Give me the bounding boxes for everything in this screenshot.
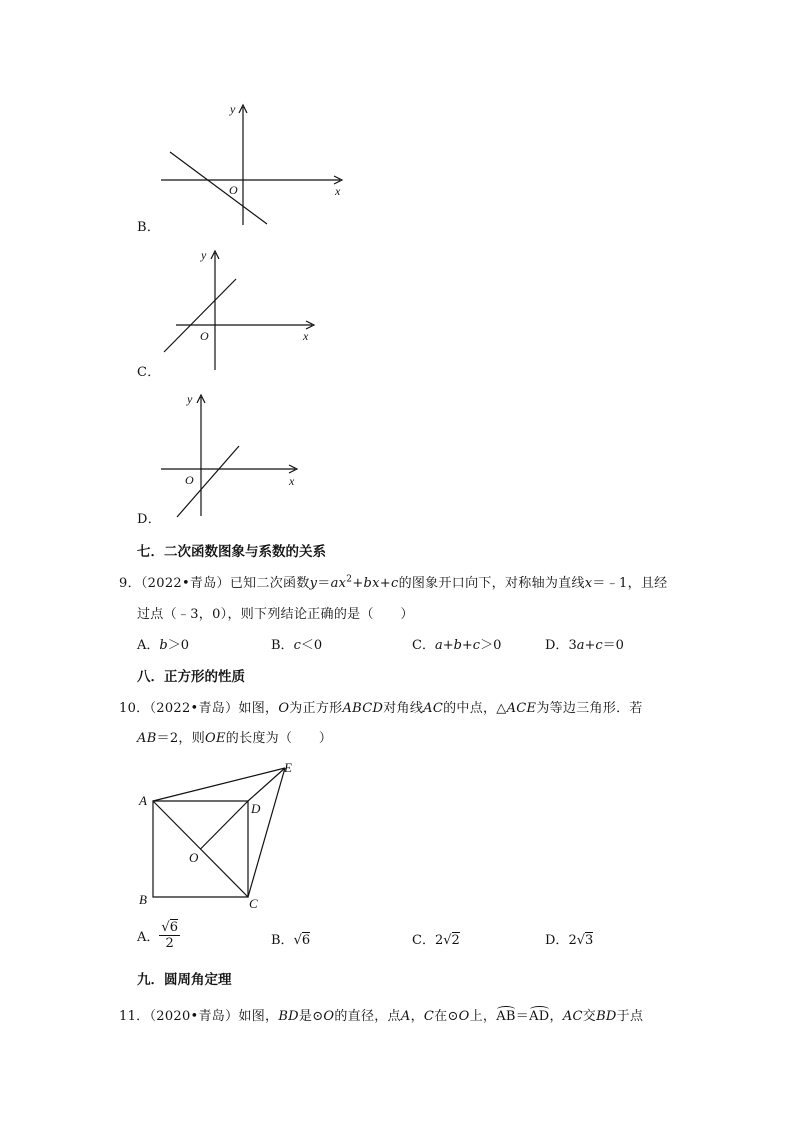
- question-text: 的中点，△: [443, 701, 507, 716]
- section-9-heading: 九．圆周角定理: [137, 972, 232, 988]
- option-rel: ＜0: [300, 638, 323, 653]
- question-text: 为正方形: [289, 701, 343, 716]
- math-var: ABCD: [342, 701, 384, 716]
- x-axis-label: x: [335, 184, 341, 198]
- question-text: 的图象开口向下，对称轴为直线: [398, 576, 585, 591]
- question-10-line-1: [119, 697, 643, 716]
- coefficient: 2: [434, 933, 444, 948]
- question-text: 已知二次函数: [229, 576, 310, 591]
- coefficient: 2: [568, 933, 577, 948]
- math-var: BD: [278, 1009, 299, 1024]
- question-number: 9．: [119, 576, 141, 591]
- math-var: O: [458, 1009, 470, 1024]
- question-9-line-2: 过点（﹣3，0），则下列结论正确的是（ ）: [137, 607, 414, 622]
- question-11-line-1: [119, 1005, 643, 1024]
- x-axis-label: x: [289, 474, 295, 488]
- question-number: 11．: [119, 1009, 150, 1024]
- function-line: [170, 152, 267, 224]
- point-b-label: B: [139, 892, 147, 907]
- y-axis-label: y: [187, 392, 193, 406]
- point-e-label: E: [284, 760, 292, 775]
- question-text: ，: [410, 1009, 424, 1024]
- math-var: AC: [562, 1009, 583, 1024]
- question-number: 10．: [119, 701, 150, 716]
- q10-option-c[interactable]: C．2√2: [412, 933, 460, 948]
- formula-eq: ＝: [317, 576, 331, 591]
- question-text: ＝2，则: [156, 731, 206, 746]
- graph-option-d: [155, 390, 315, 525]
- question-text: 如图，: [238, 701, 279, 716]
- q9-option-d[interactable]: [545, 634, 624, 653]
- segment-ae: [153, 768, 285, 801]
- point-o-label: O: [189, 850, 199, 865]
- math-var: AB: [137, 731, 157, 746]
- option-d-label: D．: [137, 512, 162, 527]
- math-var: O: [278, 701, 290, 716]
- segment-ce: [248, 768, 285, 897]
- radicand: 2: [451, 933, 460, 948]
- graph-option-c: [160, 245, 330, 375]
- fraction: $\frac{√6}{2}$: [161, 920, 178, 951]
- option-rel: ＝0: [602, 638, 624, 653]
- q9-option-c[interactable]: [412, 634, 501, 653]
- x-axis-label: x: [303, 329, 309, 343]
- radicand: 3: [585, 933, 594, 948]
- question-text: 对角线: [383, 701, 424, 716]
- math-var: BD: [596, 1009, 617, 1024]
- question-source: （2022•青岛）: [140, 576, 230, 591]
- square-triangle-figure: [135, 760, 305, 915]
- math-var: C: [423, 1009, 435, 1024]
- question-text: 如图，: [238, 1009, 279, 1024]
- equals-sign: ＝: [515, 1009, 530, 1024]
- question-text: 上，: [469, 1009, 497, 1024]
- section-8-heading: 八．正方形的性质: [137, 669, 245, 685]
- q9-option-a[interactable]: [137, 634, 189, 653]
- formula-term: ax: [330, 576, 347, 591]
- origin-label: O: [185, 473, 194, 487]
- graph-option-b: [155, 95, 355, 230]
- q10-option-a[interactable]: [137, 920, 180, 951]
- question-9-line-1: [119, 572, 667, 591]
- option-var: a+b+c: [434, 638, 481, 653]
- math-var: OE: [205, 731, 226, 746]
- point-a-label: A: [139, 793, 147, 808]
- option-letter: B．: [271, 638, 294, 653]
- option-letter: C．: [412, 638, 435, 653]
- arc-ad: AD: [529, 1009, 550, 1024]
- question-text: ，: [549, 1009, 563, 1024]
- option-var: a+c: [576, 638, 603, 653]
- y-axis-label: y: [230, 102, 236, 116]
- question-text: ＝﹣1，且经: [592, 576, 668, 591]
- option-letter: A．: [137, 638, 160, 653]
- option-letter: B．: [271, 933, 294, 948]
- question-text: 为等边三角形．若: [536, 701, 643, 716]
- math-var: O: [323, 1009, 335, 1024]
- q10-option-b[interactable]: B．√6: [271, 933, 311, 948]
- question-10-line-2: [137, 727, 332, 746]
- point-c-label: C: [249, 896, 258, 911]
- option-b-label: B．: [137, 220, 161, 235]
- formula-var: y: [309, 576, 318, 591]
- origin-label: O: [229, 183, 238, 197]
- q10-option-d[interactable]: D．2√3: [545, 933, 594, 948]
- option-rel: ＞0: [167, 638, 189, 653]
- option-rel: ＞0: [480, 638, 502, 653]
- origin-label: O: [200, 329, 209, 343]
- option-letter: D．: [545, 933, 569, 948]
- question-text: 于点: [616, 1009, 644, 1024]
- question-source: （2022•青岛）: [149, 701, 239, 716]
- question-text: 交: [582, 1009, 597, 1024]
- section-7-heading: 七．二次函数图象与系数的关系: [137, 544, 326, 560]
- arc-ab: AB: [496, 1009, 516, 1024]
- option-letter: D．: [545, 638, 569, 653]
- math-var: A: [400, 1009, 411, 1024]
- option-var: b: [159, 638, 168, 653]
- denominator: 2: [165, 936, 174, 951]
- math-var: AC: [423, 701, 444, 716]
- question-text: 的长度为（ ）: [225, 731, 333, 746]
- radicand: 6: [169, 920, 178, 935]
- question-text: 的直径，点: [334, 1009, 401, 1024]
- question-source: （2020•青岛）: [149, 1009, 239, 1024]
- q9-option-b[interactable]: [271, 634, 322, 653]
- y-axis-label: y: [201, 248, 207, 262]
- option-letter: C．: [412, 933, 435, 948]
- segment-od: [201, 801, 249, 849]
- radicand: 6: [301, 933, 311, 948]
- formula-term: +bx+c: [352, 576, 399, 591]
- option-var: c: [293, 638, 301, 653]
- option-letter: A．: [137, 930, 160, 945]
- formula-exponent: 2: [346, 574, 353, 585]
- point-d-label: D: [251, 801, 261, 816]
- question-text: 是⊙: [298, 1009, 324, 1024]
- option-c-label: C．: [137, 365, 161, 380]
- math-var: ACE: [506, 701, 537, 716]
- formula-var: x: [584, 576, 593, 591]
- question-text: 在⊙: [434, 1009, 459, 1024]
- option-coef: 3: [568, 638, 577, 653]
